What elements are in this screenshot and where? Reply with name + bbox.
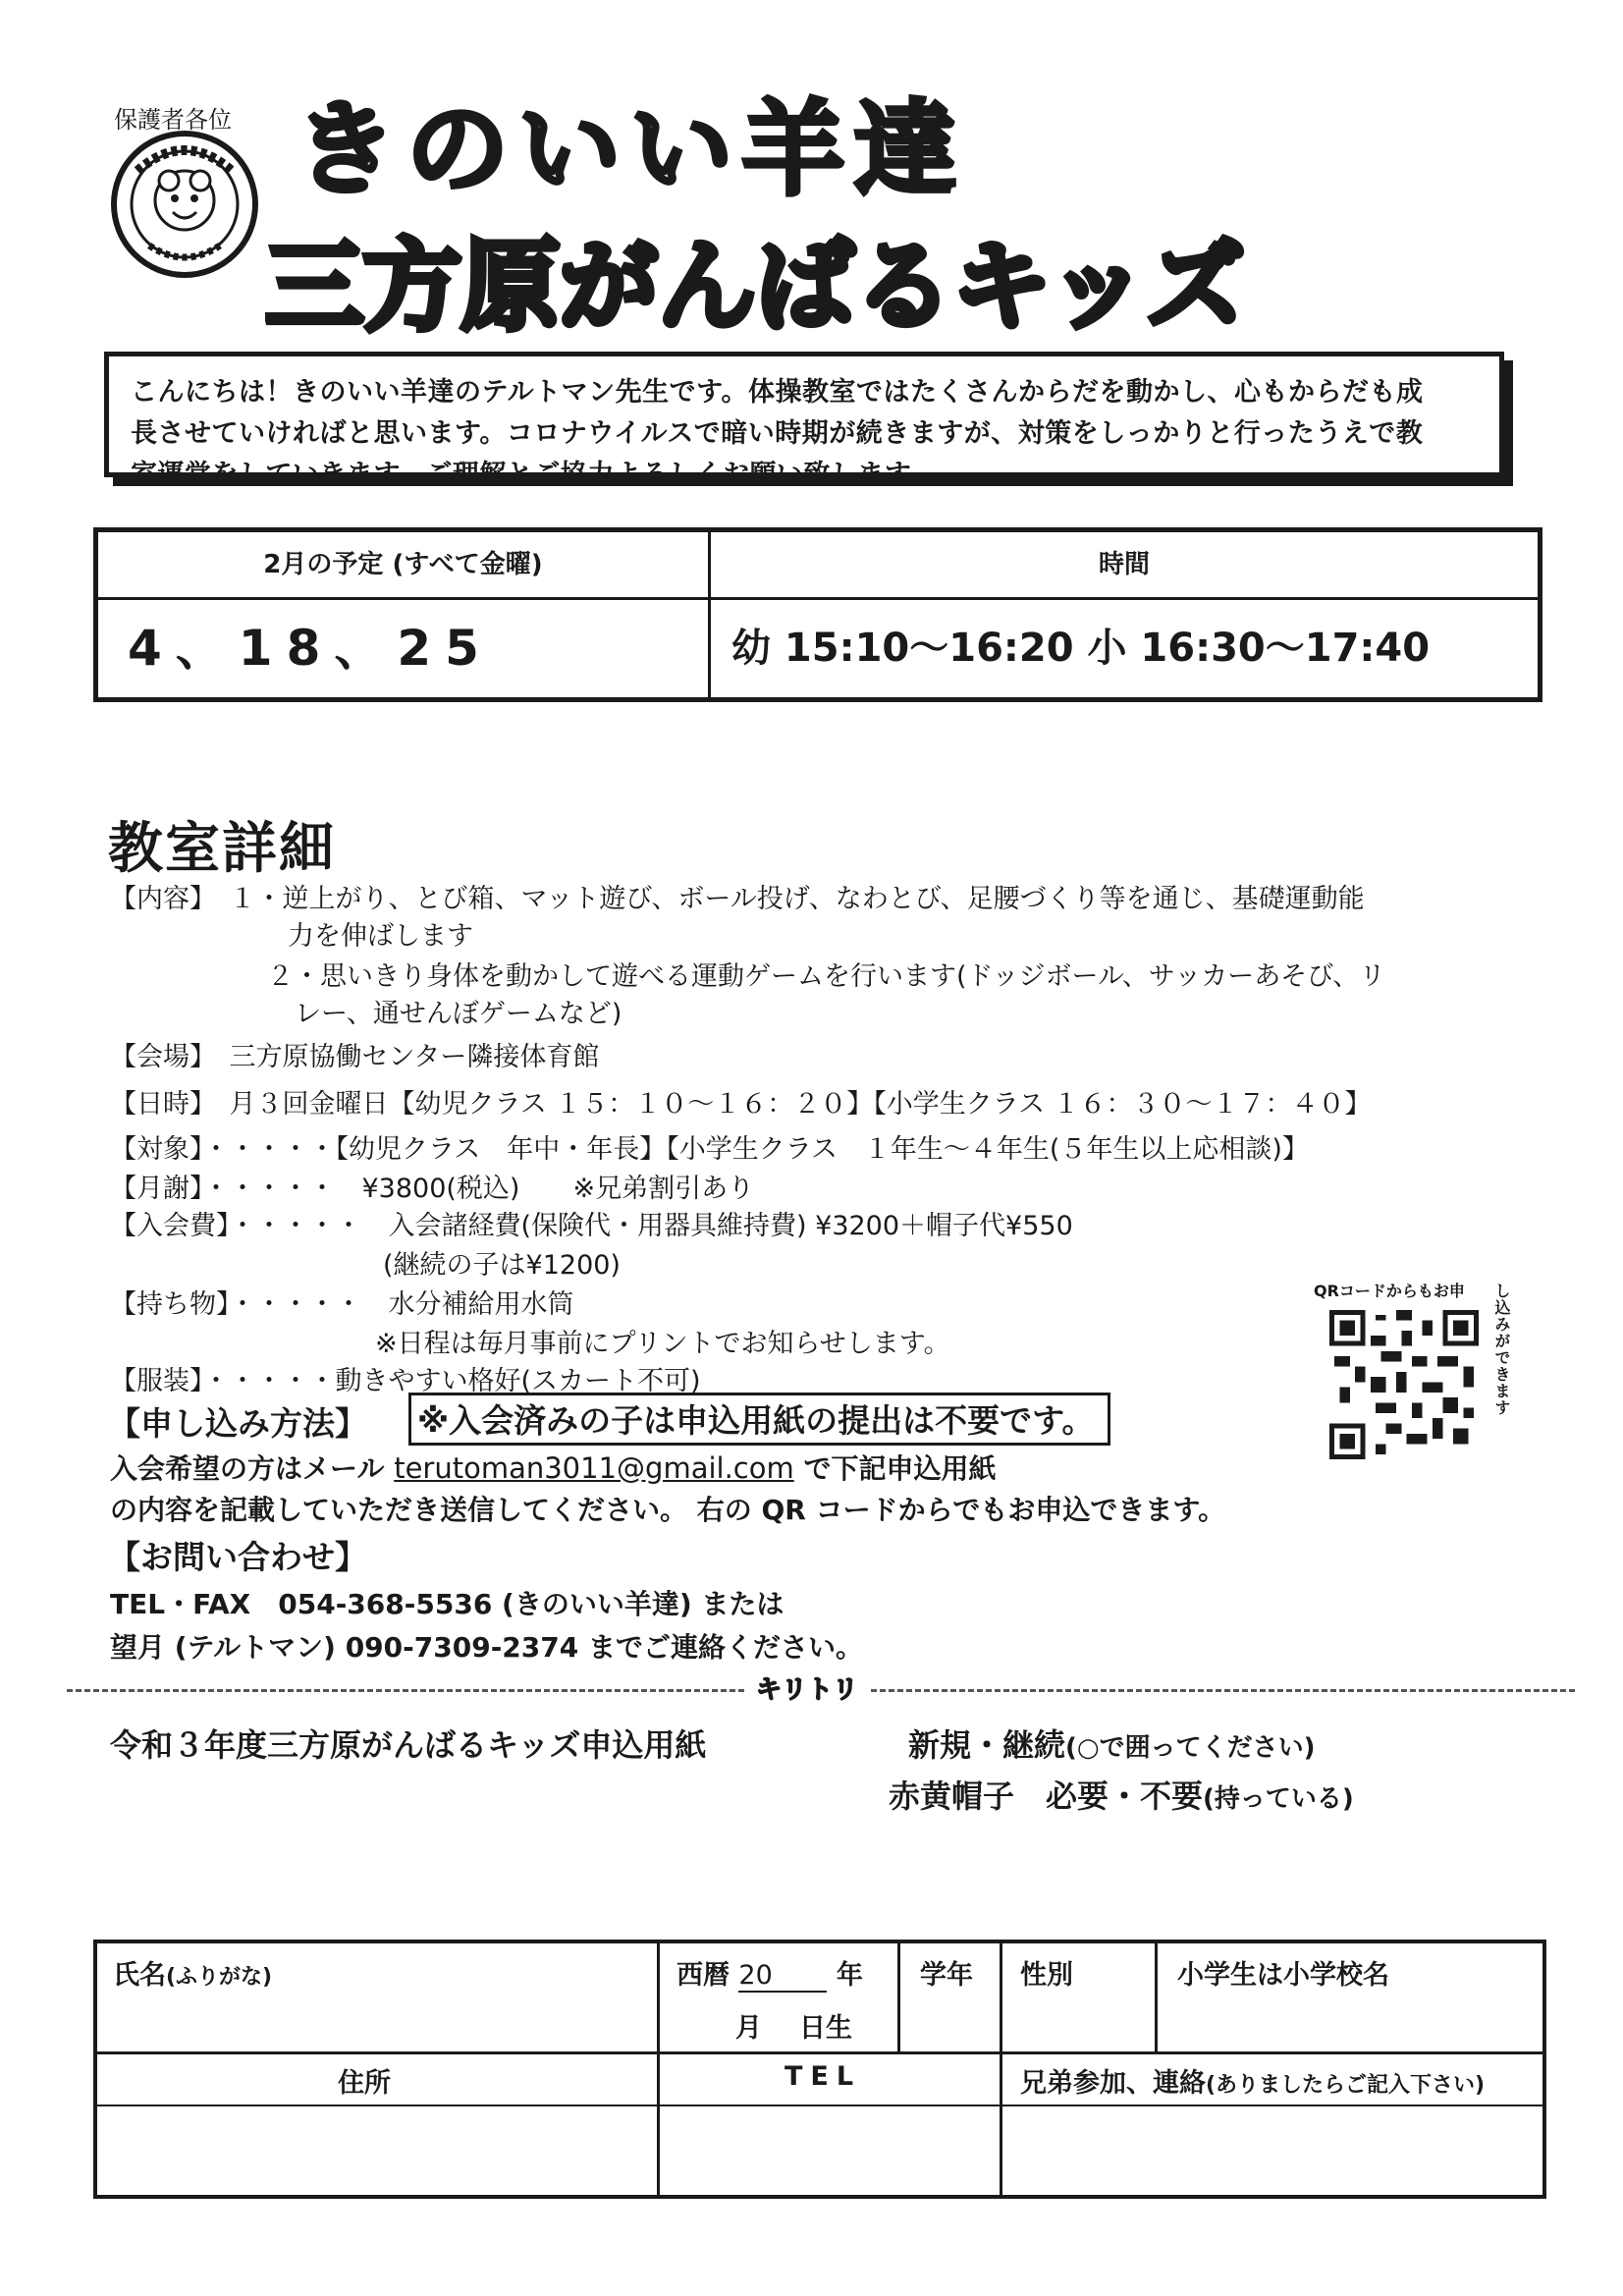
form-birth-era	[676, 1953, 863, 1993]
details-line: 【月謝】・・・・・ ¥3800(税込) ※兄弟割引あり	[110, 1174, 755, 1204]
qr-code[interactable]	[1329, 1310, 1479, 1459]
title-line2: 三方原がんばるキッズ	[265, 229, 1245, 344]
apply-line: の内容を記載していただき送信してください。 右の QR コードからでもお申込できます。	[110, 1494, 1226, 1526]
apply-line	[110, 1448, 997, 1487]
form-row-divider	[97, 2105, 1542, 2106]
qr-side-caption: し込みができます	[1492, 1283, 1511, 1416]
form-option-note: (持っている)	[1203, 1784, 1354, 1814]
details-line: (継続の子は¥1200)	[383, 1250, 621, 1281]
form-address-label: 住所	[338, 2068, 391, 2099]
form-name-text: 氏名	[113, 1960, 166, 1991]
form-school-label: 小学生は小学校名	[1177, 1960, 1389, 1991]
form-birth-year-blank[interactable]: 20	[738, 1960, 827, 1993]
apply-notice: ※入会済みの子は申込用紙の提出は不要です。	[408, 1393, 1110, 1446]
contact-line: TEL・FAX 054-368-5536 (きのいい羊達) または	[110, 1588, 784, 1620]
form-option-text: 赤黄帽子 必要・不要	[889, 1777, 1204, 1815]
addressee: 保護者各位	[114, 106, 232, 134]
details-line: ２・思いきり身体を動かして遊べる運動ゲームを行います(ドッジボール、サッカーあそび、リ	[267, 961, 1386, 992]
schedule-dates-header: 2月の予定 (すべて金曜)	[98, 532, 708, 600]
schedule-times: 幼 15:10〜16:20 小 16:30〜17:40	[731, 626, 1431, 671]
kinoii-logo	[110, 130, 259, 279]
details-line: 【服装】・・・・・動きやすい格好(スカート不可)	[110, 1366, 701, 1396]
details-line: 【内容】 １・逆上がり、とび箱、マット遊び、ボール投げ、なわとび、足腰づくり等を通じ、基礎運動能	[110, 884, 1365, 914]
details-line: 【持ち物】・・・・・ 水分補給用水筒	[110, 1289, 574, 1320]
form-option-note: (○で囲ってください)	[1065, 1733, 1316, 1763]
form-tel-label: TEL	[784, 2061, 862, 2092]
greeting-line: 長させていければと思います。コロナウイルスで暗い時期が続きますが、対策をしっかりと行ったうえで教	[131, 418, 1424, 449]
qr-caption: QRコードからもお申	[1314, 1282, 1465, 1300]
cut-label: キリトリ	[746, 1669, 868, 1706]
schedule-divider	[708, 532, 711, 697]
form-grade-label: 学年	[920, 1960, 973, 1991]
details-line: 【入会費】・・・・・ 入会諸経費(保険代・用器具維持費) ¥3200＋帽子代¥550	[110, 1211, 1073, 1241]
form-name-note: (ふりがな)	[166, 1965, 273, 1990]
greeting-line: こんにちは！きのいい羊達のテルトマン先生です。体操教室ではたくさんからだを動かし、心もからだも成	[131, 377, 1424, 408]
apply-line-suffix: で下記申込用紙	[803, 1452, 997, 1485]
details-heading: 教室詳細	[108, 817, 336, 881]
email-link[interactable]: terutoman3011@gmail.com	[394, 1451, 794, 1485]
schedule-time-header: 時間	[711, 532, 1538, 600]
form-col-divider	[1155, 1943, 1158, 2051]
form-siblings-text: 兄弟参加、連絡	[1020, 2068, 1206, 2099]
details-line: 力を伸ばします	[288, 921, 473, 952]
contact-line: 望月 (テルトマン) 090-7309-2374 までご連絡ください。	[110, 1631, 863, 1664]
schedule-table	[93, 527, 1542, 702]
contact-heading: 【お問い合わせ】	[108, 1538, 367, 1576]
apply-line-prefix: 入会希望の方はメール	[110, 1452, 385, 1485]
form-col-divider	[897, 1943, 900, 2051]
title-line1: きのいい羊達	[295, 89, 967, 209]
form-title: 令和３年度三方原がんばるキッズ申込用紙	[110, 1726, 707, 1764]
title-logo	[265, 86, 1267, 352]
form-row-divider	[97, 2051, 1542, 2054]
schedule-dates: 4、18、25	[128, 620, 493, 677]
greeting-line: 室運営をしていきます。ご理解とご協力よろしくお願い致します。	[131, 460, 937, 490]
details-line: ※日程は毎月事前にプリントでお知らせします。	[375, 1329, 950, 1359]
form-option-new-continue	[908, 1721, 1315, 1766]
details-line: 【日時】 月３回金曜日【幼児クラス １５：１０〜１６：２０】【小学生クラス １６：３０〜１７：４０】	[110, 1089, 1372, 1120]
apply-heading: 【申し込み方法】	[108, 1404, 367, 1443]
form-option-text: 新規・継続	[908, 1726, 1066, 1764]
form-col-divider	[1000, 1943, 1002, 2195]
form-siblings-note: (ありましたらご記入下さい)	[1206, 2073, 1486, 2098]
form-month-label: 月	[735, 2013, 762, 2044]
form-option-hat	[889, 1772, 1354, 1817]
details-line: レー、通せんぼゲームなど)	[295, 999, 622, 1029]
details-line: 【対象】・・・・・【幼児クラス 年中・年長】【小学生クラス １年生〜４年生(５年生以上応相談)】	[110, 1134, 1309, 1165]
greeting-box	[104, 352, 1504, 490]
form-col-divider	[657, 1943, 660, 2195]
form-gender-label: 性別	[1020, 1960, 1073, 1991]
form-name-label	[113, 1953, 272, 1992]
details-line: 【会場】 三方原協働センター隣接体育館	[110, 1042, 600, 1072]
form-birth-era-text: 西暦	[676, 1960, 730, 1991]
form-year-text: 年	[836, 1960, 863, 1991]
form-day-label: 日生	[799, 2013, 852, 2044]
application-form-table	[93, 1940, 1546, 2199]
form-siblings-label	[1020, 2061, 1485, 2100]
